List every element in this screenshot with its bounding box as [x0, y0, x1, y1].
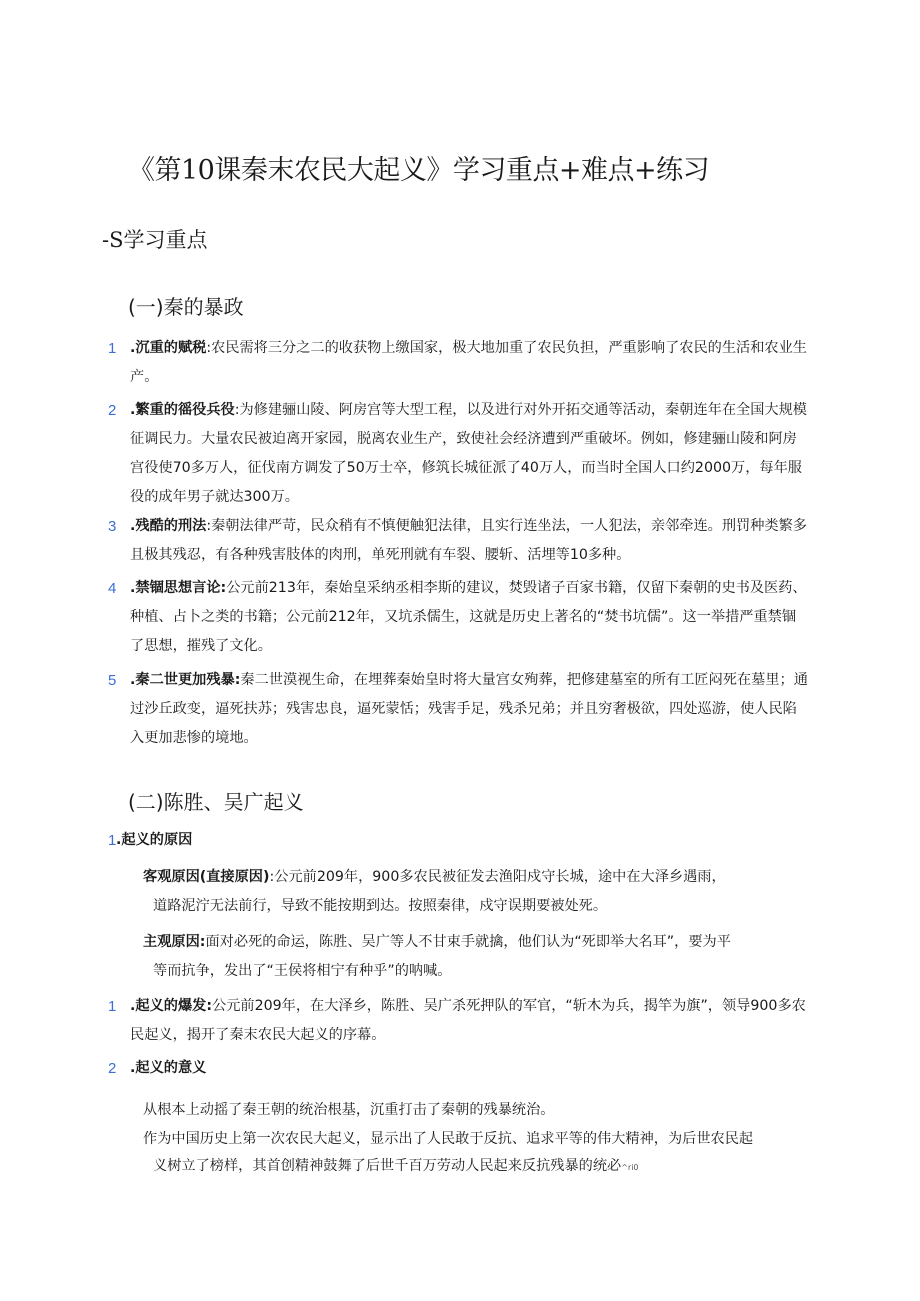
item-number: 2: [108, 402, 117, 419]
item-number: 1: [108, 998, 117, 1015]
item-text: :秦朝法律严苛，民众稍有不慎便触犯法律，且实行连坐法，一人犯法，亲邻牵连。刑罚种类繁多且极其残忍，有各种残害肢体的肉刑，单死刑就有车裂、腰斩、活埋等10多种。: [130, 518, 807, 563]
list-item: [108, 334, 808, 392]
item-text: 公元前213年，秦始皇采纳丞相李斯的建议，焚毁诸子百家书籍，仅留下秦朝的史书及医药、种植、占卜之类的书籍；公元前212年，又坑杀儒生，这就是历史上著名的“焚书坑儒”。这一举措严重禁锢了思想，摧残了文化。: [130, 580, 807, 654]
item-label: .起义的意义: [130, 1060, 207, 1076]
item-label: .起义的爆发:: [130, 998, 213, 1014]
item-text: :为修建骊山陵、阿房宫等大型工程，以及进行对外开拓交通等活动，秦朝连年在全国大规模征调民力。大量农民被迫离开家园，脱离农业生产，致使社会经济遭到严重破坏。例如，修建骊山陵和阿房宫役使70多万人，征伐南方调发了50万士卒，修筑长城征派了40万人，而当时全国人口约2000万，每年服役的成年男子就达300万。: [130, 402, 807, 505]
list-item: [108, 1054, 808, 1083]
item-label: .繁重的徭役兵役: [130, 402, 235, 418]
list-item: [108, 396, 808, 512]
item-number: 2: [108, 1060, 117, 1077]
list-item: [108, 512, 808, 570]
subjective-text-cont: 等而抗争，发出了“王侯将相宁有种乎”的呐喊。: [153, 963, 452, 979]
meaning-line: 作为中国历史上第一次农民大起义，显示出了人民敢于反抗、追求平等的伟大精神，为后世农民起: [143, 1131, 754, 1147]
subjective-cause: [143, 928, 808, 986]
meaning-line: 义树立了榜样，其首创精神鼓舞了后世千百万劳动人民起来反抗残暴的统必: [153, 1158, 622, 1174]
list-item: [108, 666, 808, 753]
footnote-mark: ^ri0: [621, 1163, 639, 1172]
item-text: 秦二世漠视生命，在埋葬秦始皇时将大量宫女殉葬，把修建墓室的所有工匠闷死在墓里；通过沙丘政变，逼死扶苏；残害忠良，逼死蒙恬；残害手足，残杀兄弟；并且穷奢极欲，四处巡游，使人民陷入更加悲惨的境地。: [130, 672, 808, 746]
item-text: :农民需将三分之二的收获物上缴国家，极大地加重了农民负担，严重影响了农民的生活和农业生产。: [130, 340, 807, 385]
item-number: 4: [108, 580, 117, 597]
meaning-paragraph: [143, 1126, 813, 1181]
subjective-label: 主观原因:: [143, 934, 206, 950]
heading-key-points: -S学习重点: [102, 228, 208, 252]
item-label: .秦二世更加残暴:: [130, 672, 241, 688]
list-item: [108, 992, 808, 1050]
meaning-line: 从根本上动摇了秦王朝的统治根基，沉重打击了秦朝的残暴统治。: [143, 1102, 555, 1118]
item-text: 公元前209年，在大泽乡，陈胜、吴广杀死押队的军官，“斩木为兵，揭竿为旗”，领导900多农民起义，揭开了秦末农民大起义的序幕。: [130, 998, 806, 1043]
item-label: .沉重的赋税: [130, 340, 207, 356]
objective-cause: [143, 863, 808, 921]
section2-heading: (二)陈胜、吴广起义: [128, 790, 304, 814]
objective-label: 客观原因(直接原因): [143, 869, 270, 885]
objective-text: :公元前209年，900多农民被征发去渔阳戍守长城，途中在大泽乡遇雨，: [269, 869, 726, 885]
sub-heading: [108, 826, 808, 855]
section1-heading: (一)秦的暴政: [128, 295, 244, 319]
objective-text-cont: 道路泥泞无法前行，导致不能按期到达。按照秦律，戍守误期要被处死。: [153, 898, 608, 914]
item-label: .残酷的刑法: [130, 518, 207, 534]
item-number: 5: [108, 672, 117, 689]
subjective-text: 面对必死的命运，陈胜、吴广等人不甘束手就擒，他们认为“死即举大名耳”，要为平: [205, 934, 731, 950]
item-number: 1: [108, 832, 117, 849]
item-label: .禁锢思想言论:: [130, 580, 227, 596]
sub-heading-label: .起义的原因: [116, 832, 193, 848]
list-item: [108, 574, 808, 661]
document-title: 《第10课秦末农民大起义》学习重点+难点+练习: [128, 155, 710, 186]
item-number: 1: [108, 340, 117, 357]
item-number: 3: [108, 518, 117, 535]
